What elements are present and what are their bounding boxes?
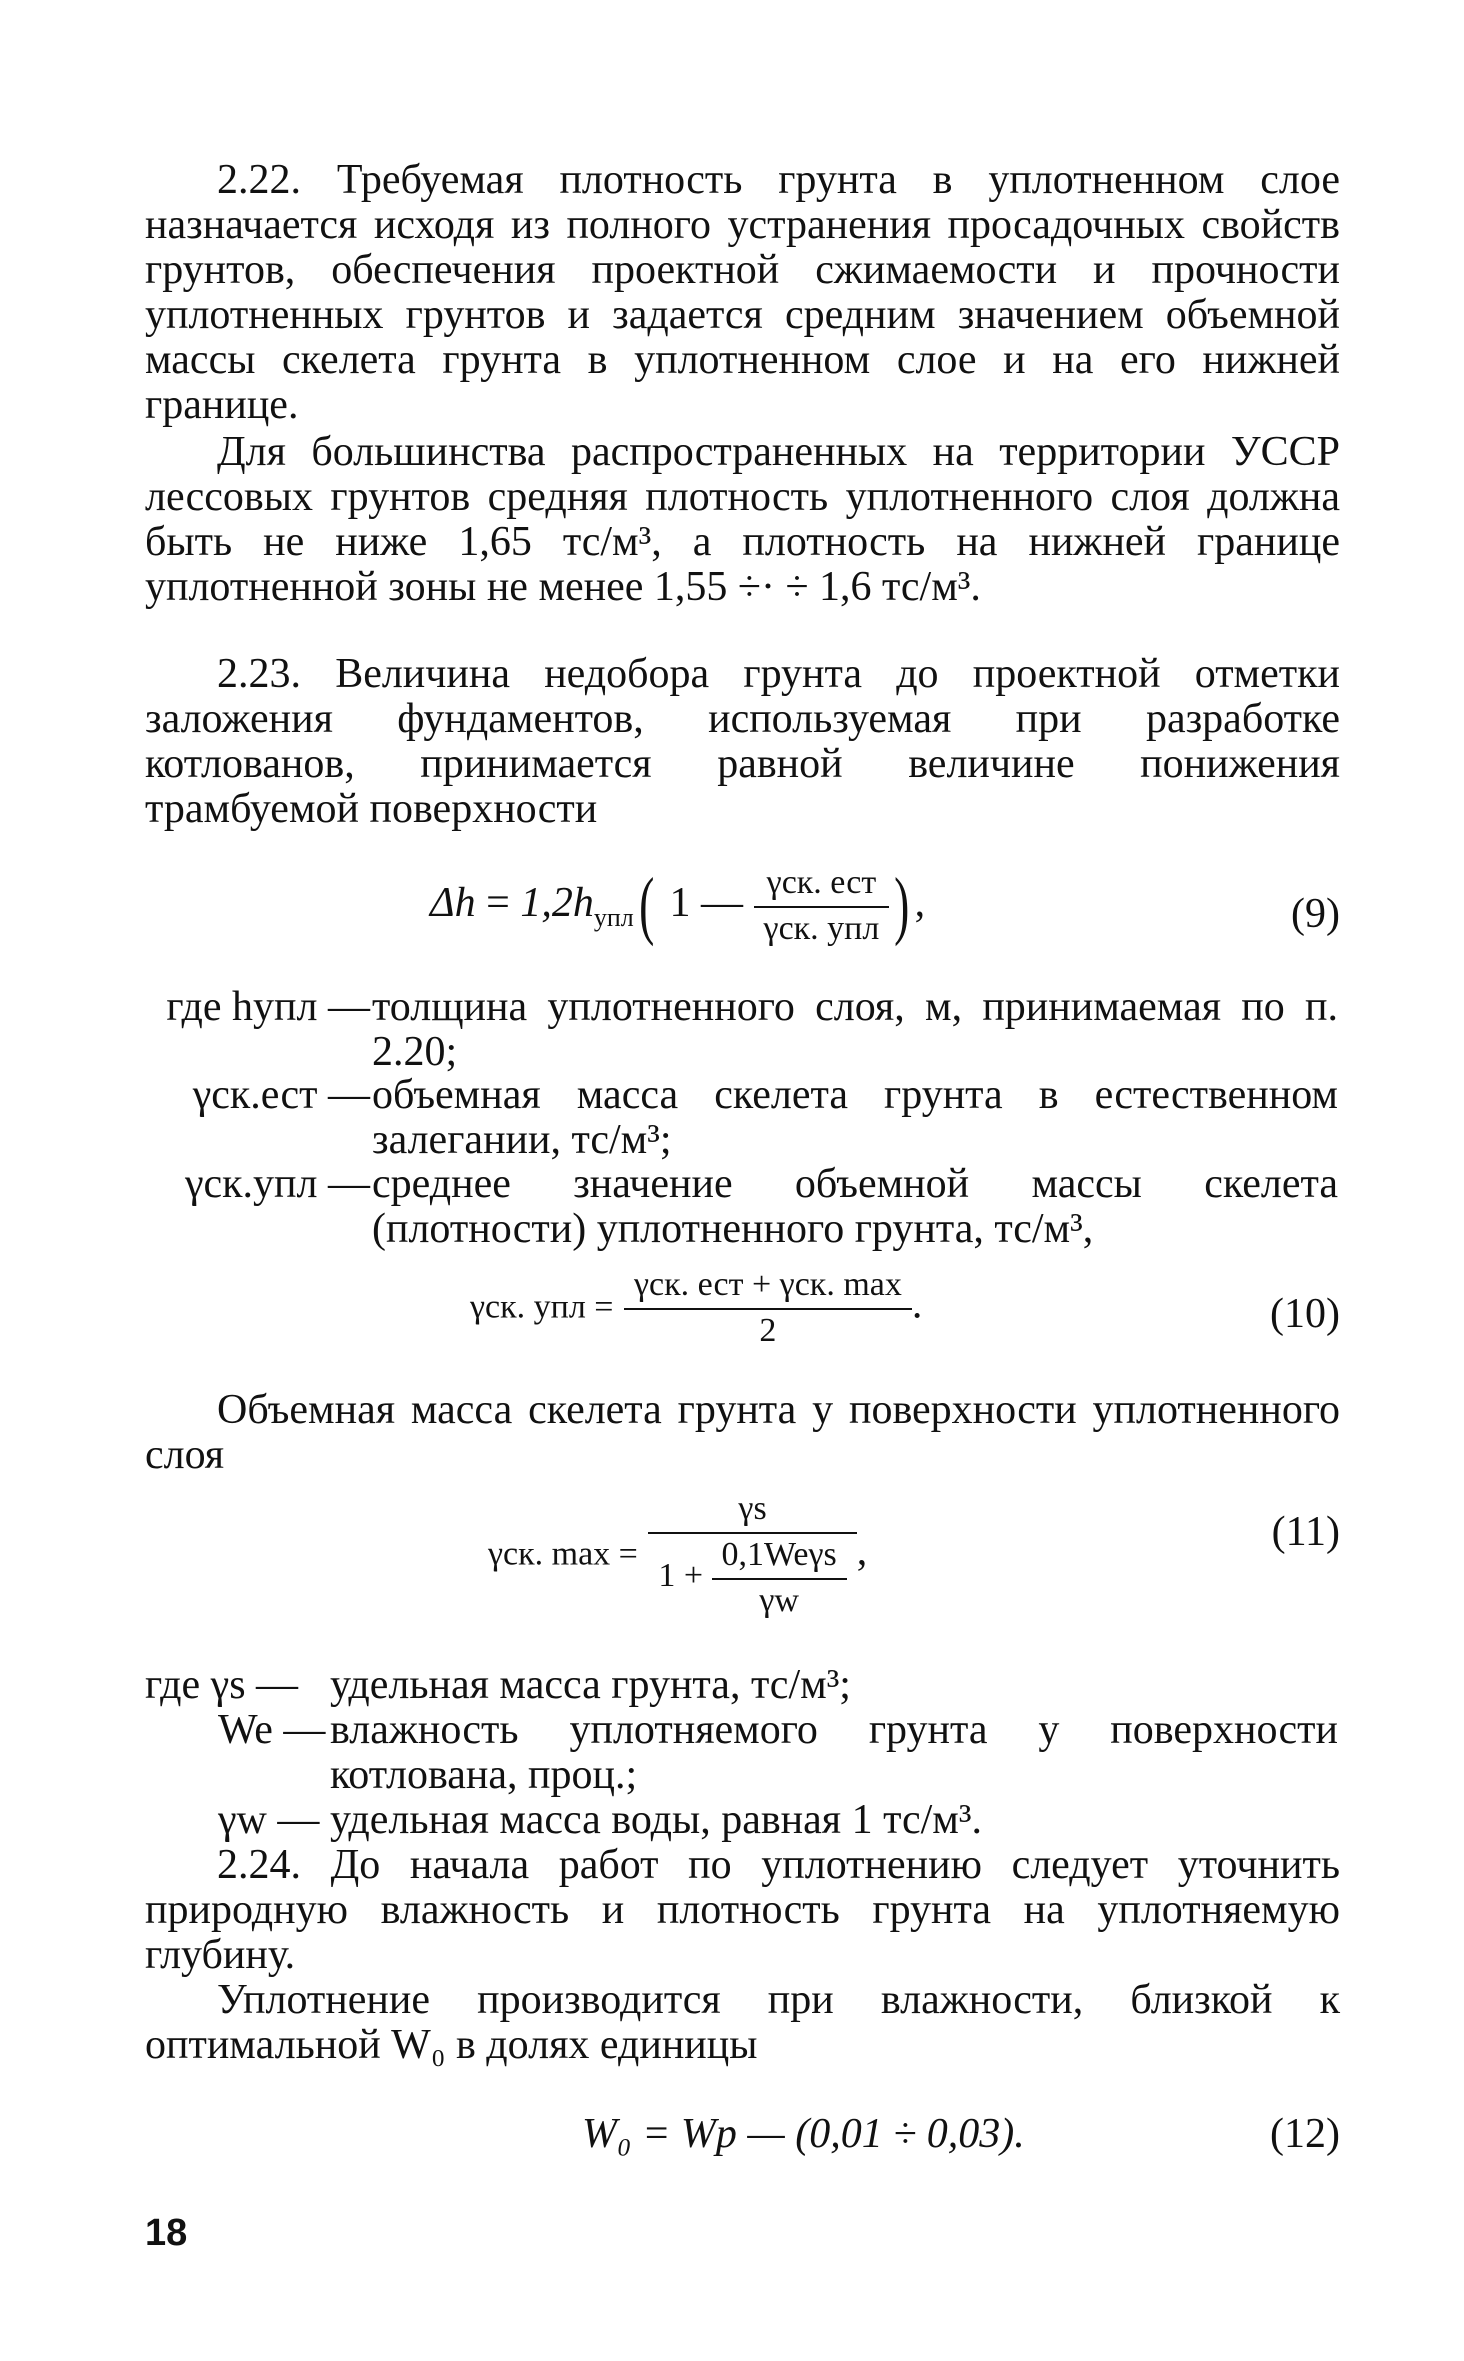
- definition-term: где γs —: [145, 1662, 299, 1708]
- paragraph-loess-density: Для большинства распространенных на территории УССР лессовых грунтов средняя плотность уплотненного слоя должна быть не ниже 1,65 тс/м³, а плотность на нижней границе уплотненной зоны не менее 1,55 ÷· ÷ 1,6 тс/м³.: [145, 429, 1340, 610]
- equation-9-number: (9): [1291, 891, 1340, 937]
- definition-we: [0, 1708, 1464, 1798]
- eq9-coef-sub: упл: [593, 903, 634, 932]
- paragraph-compaction: Уплотнение производится при влажности, близкой к оптимальной W₀ в долях единицы: [145, 1977, 1340, 2068]
- eq9-left-paren: (: [638, 863, 654, 947]
- eq9-right-paren: ): [894, 863, 910, 947]
- definition-gamma-w: [0, 1798, 1464, 1843]
- definition-term: γск.ест —: [192, 1072, 370, 1118]
- eq10-numerator: γск. ест + γск. max: [624, 1266, 912, 1310]
- eq9-one-minus: 1 —: [669, 880, 744, 926]
- eq11-denominator: [648, 1534, 856, 1620]
- eq10-fraction: [624, 1266, 912, 1350]
- eq11-inner-denominator: γw: [759, 1582, 799, 1619]
- eq9-denominator: γск. упл: [763, 910, 880, 948]
- eq11-inner-fraction: [712, 1536, 847, 1620]
- definition-gamma-sk-est: [0, 1073, 1464, 1163]
- equation-12: W₀ = Wp — (0,01 ÷ 0,03).: [582, 2111, 1025, 2157]
- page-number: 18: [145, 2212, 188, 2254]
- definition-term: где hупл —: [166, 984, 370, 1030]
- equation-11: [488, 1490, 867, 1620]
- eq11-lhs: γск. max =: [488, 1535, 638, 1573]
- definition-text: влажность уплотняемого грунта у поверхности котлована, проц.;: [330, 1707, 1338, 1798]
- eq9-equals: =: [486, 880, 510, 926]
- eq11-den-prefix: 1 +: [658, 1556, 704, 1594]
- equation-11-number: (11): [1271, 1509, 1340, 1555]
- paragraph-2-22: 2.22. Требуемая плотность грунта в уплотненном слое назначается исходя из полного устранения просадочных свойств грунтов, обеспечения проектной сжимаемости и прочности уплотненных грунтов и задается средним значением объемной массы скелета грунта в уплотненном слое и на его нижней границе.: [145, 157, 1340, 428]
- eq11-inner-numerator: 0,1Weγs: [712, 1536, 847, 1580]
- definition-gamma-s: [0, 1663, 1464, 1708]
- equation-12-number: (12): [1270, 2111, 1340, 2157]
- eq9-tail: ,: [914, 880, 926, 926]
- eq9-numerator: γск. ест: [754, 864, 890, 908]
- eq11-fraction: [648, 1490, 856, 1620]
- definition-term: γск.упл —: [184, 1161, 370, 1207]
- equation-10-number: (10): [1270, 1291, 1340, 1337]
- definition-text: удельная масса воды, равная 1 тс/м³.: [330, 1797, 982, 1843]
- eq9-lhs: Δh: [430, 880, 476, 926]
- definition-text: толщина уплотненного слоя, м, принимаемая по п. 2.20;: [372, 984, 1338, 1075]
- paragraph-skeleton-mass: Объемная масса скелета грунта у поверхности уплотненного слоя: [145, 1387, 1340, 1478]
- eq10-denominator: 2: [759, 1312, 777, 1349]
- paragraph-2-23: 2.23. Величина недобора грунта до проектной отметки заложения фундаментов, используемая при разработке котлованов, принимается равной величине понижения трамбуемой поверхности: [145, 651, 1340, 832]
- paragraph-2-24: 2.24. До начала работ по уплотнению следует уточнить природную влажность и плотность грунта на уплотняемую глубину.: [145, 1842, 1340, 1978]
- eq9-fraction: [754, 864, 890, 948]
- definition-term: γw —: [218, 1797, 320, 1843]
- definition-term: We —: [218, 1707, 326, 1753]
- eq9-coef: 1,2h: [520, 880, 594, 926]
- equation-9: [430, 862, 925, 949]
- definition-gamma-sk-upl: [0, 1162, 1464, 1252]
- equation-10: [470, 1266, 922, 1350]
- definition-text: объемная масса скелета грунта в естественном залегании, тс/м³;: [372, 1072, 1338, 1163]
- eq10-tail: .: [911, 1281, 923, 1328]
- eq10-lhs: γск. упл =: [470, 1288, 614, 1326]
- eq11-tail: ,: [856, 1528, 868, 1575]
- definition-h-upl: [0, 985, 1464, 1075]
- definition-text: среднее значение объемной массы скелета (плотности) уплотненного грунта, тс/м³,: [372, 1161, 1338, 1252]
- definition-text: удельная масса грунта, тс/м³;: [330, 1662, 851, 1708]
- eq11-numerator: γs: [648, 1490, 856, 1534]
